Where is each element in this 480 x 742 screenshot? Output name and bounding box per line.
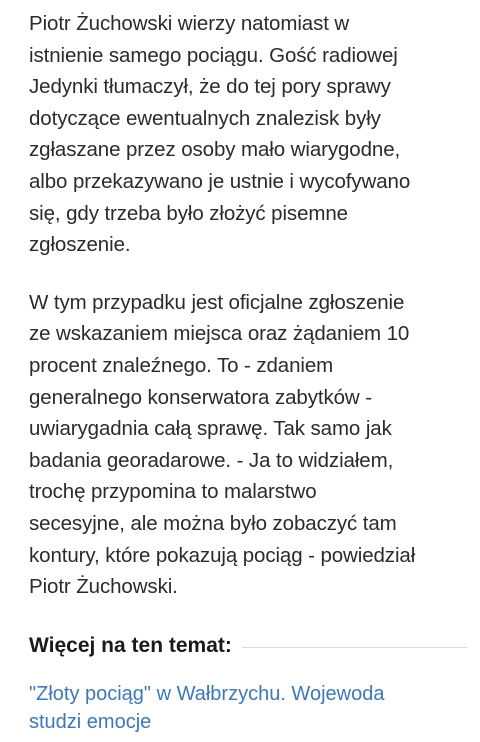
article-paragraph — [29, 287, 469, 603]
text-line: istnienie samego pociągu. Gość radiowej — [29, 43, 398, 67]
text-line: procent znaleźnego. To - zdaniem — [29, 353, 334, 377]
text-line: kontury, które pokazują pociąg - powiedział — [29, 543, 416, 567]
section-divider — [242, 647, 467, 648]
related-articles — [29, 628, 467, 736]
text-line: Piotr Żuchowski. — [29, 575, 178, 599]
text-line: uwiarygadnia całą sprawę. Tak samo jak — [29, 417, 392, 441]
link-text-line: studzi emocje — [29, 711, 152, 733]
article-body — [29, 8, 469, 629]
text-line: zgłaszane przez osoby mało wiarygodne, — [29, 138, 401, 162]
text-line: secesyjne, ale można było zobaczyć tam — [29, 511, 397, 535]
text-line: ze wskazaniem miejsca oraz żądaniem 10 — [29, 322, 410, 346]
text-line: dotyczące ewentualnych znalezisk były — [29, 106, 381, 130]
article-paragraph — [29, 8, 469, 261]
related-title: Więcej na ten temat: — [29, 634, 232, 657]
text-line: generalnego konserwatora zabytków - — [29, 385, 372, 409]
text-line: Jedynki tłumaczył, że do tej pory sprawy — [29, 75, 391, 99]
link-text-line: "Złoty pociąg" w Wałbrzychu. Wojewoda — [29, 683, 385, 705]
text-line: albo przekazywano je ustnie i wycofywano — [29, 169, 411, 193]
text-line: zgłoszenie. — [29, 233, 131, 257]
text-line: badania georadarowe. - Ja to widziałem, — [29, 448, 394, 472]
text-line: W tym przypadku jest oficjalne zgłoszenie — [29, 290, 405, 314]
text-line: trochę przypomina to malarstwo — [29, 480, 317, 504]
text-line: się, gdy trzeba było złożyć pisemne — [29, 201, 348, 225]
text-line: Piotr Żuchowski wierzy natomiast w — [29, 12, 350, 35]
related-header — [29, 628, 467, 664]
related-article-link[interactable] — [29, 680, 467, 736]
